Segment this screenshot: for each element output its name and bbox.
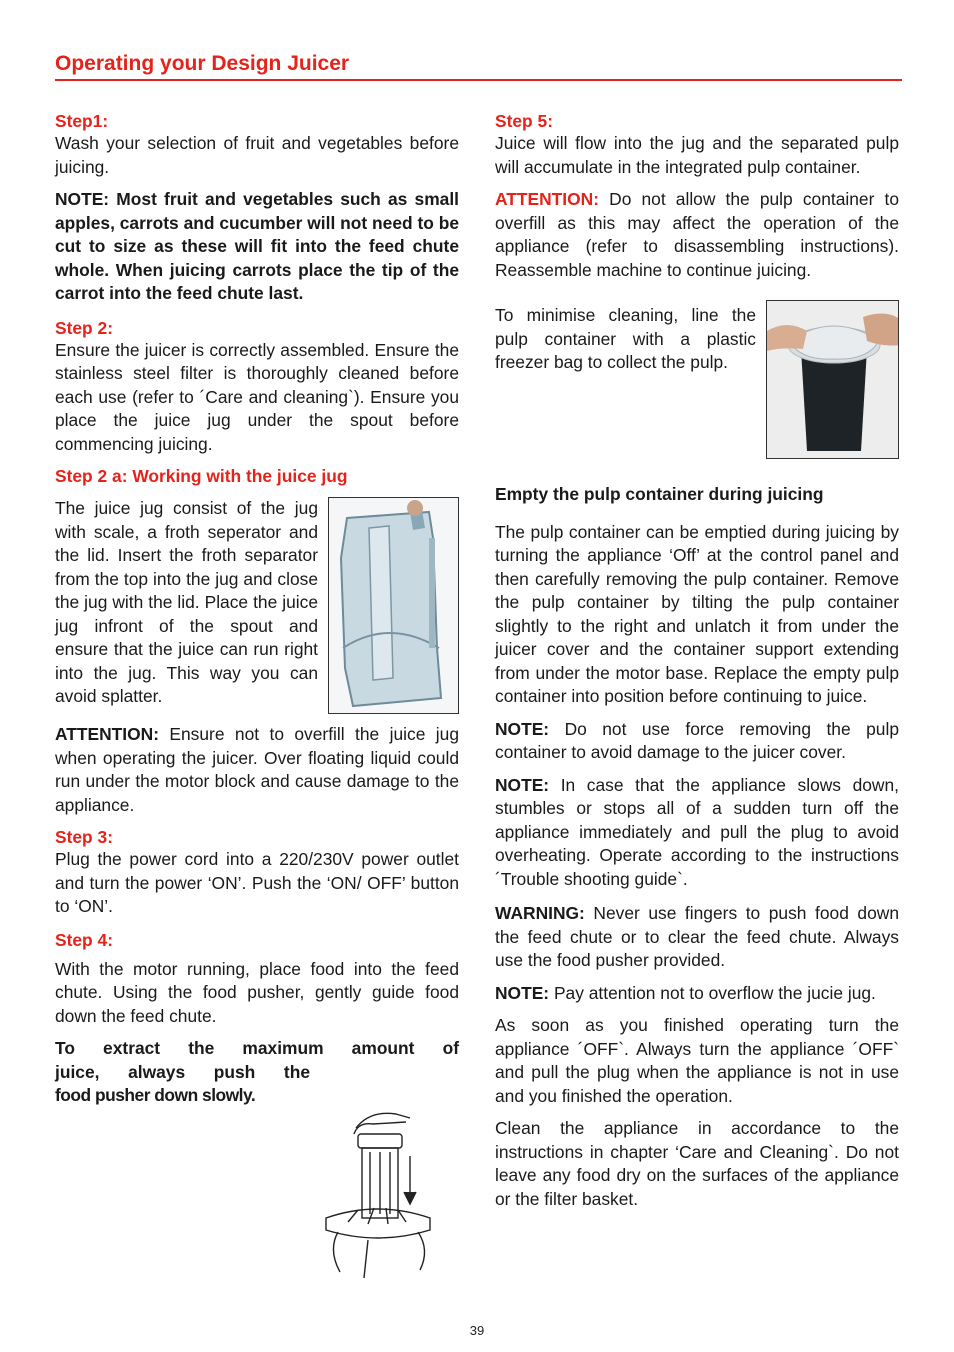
- empty-pulp-heading: Empty the pulp container during juicing: [495, 484, 824, 504]
- step5-text: Juice will flow into the jug and the separated pulp will accumulate in the integrated pulp container.: [495, 133, 899, 177]
- step4-heading: Step 4:: [55, 929, 113, 950]
- step2-heading: Step 2:: [55, 317, 113, 338]
- step4-text: With the motor running, place food into the feed chute. Using the food pusher, gently guide food down the feed chute.: [55, 958, 459, 1026]
- empty-pulp-text: The pulp container can be emptied during juicing by turning the appliance ‘Off’ at the control panel and then carefully removing the pulp container. Remove the pulp container by tilting the pulp container slightly to the right and unlatch it from under the juicer cover and the container support extending from under the motor base. Replace the empty pulp container into position before continuing to juice.: [495, 521, 899, 706]
- extract-line-2: juice, always push the: [55, 1061, 310, 1082]
- extract-line-1: To extract the maximum amount of: [55, 1038, 459, 1058]
- note-whole-fruit: NOTE: Most fruit and vegetables such as small apples, carrots and cucumber will not need to be cut to size as these will fit into the feed chute whole. When juicing carrots place the tip of the carrot into the feed chute last.: [55, 189, 459, 303]
- note-no-force: [495, 718, 899, 765]
- attention-text: Ensure not to overfill the juice jug when operating the juicer. Over floating liquid could run under the motor block and cause damage to the appliance.: [55, 724, 459, 815]
- page-title: Operating your Design Juicer: [55, 52, 350, 75]
- step1-heading: Step1:: [55, 111, 109, 131]
- note-slows-down: [495, 774, 899, 892]
- step2a-heading: Step 2 a: Working with the juice jug: [55, 466, 348, 486]
- pulp-container-bag-photo: [766, 300, 899, 459]
- note-overflow: [495, 982, 899, 1006]
- note1-label: NOTE:: [495, 718, 550, 739]
- attention-label: ATTENTION:: [55, 724, 160, 744]
- freezer-bag-section: [495, 304, 899, 459]
- step3-heading: Step 3:: [55, 827, 113, 847]
- attention-text-right: Do not allow the pulp container to overfill as this may affect the operation of the appliance (refer to disassembling instructions). Reassemble machine to continue juicing.: [495, 189, 899, 280]
- food-pusher-illustration: [318, 1100, 438, 1280]
- step2-text: Ensure the juicer is correctly assembled. Ensure the stainless steel filter is thoroughly cleaned before each use (refer to ´Care and cleaning`). Ensure you place the juice jug under the spout before commencing juicing.: [55, 339, 459, 454]
- extract-line-3: food pusher down slowly.: [55, 1085, 256, 1105]
- note2-label: NOTE:: [495, 774, 550, 795]
- note3-text: Pay attention not to overflow the jucie jug.: [549, 982, 876, 1003]
- title-rule: [55, 79, 902, 81]
- step1-text: Wash your selection of fruit and vegetables before juicing.: [55, 133, 459, 177]
- step3-text: Plug the power cord into a 220/230V power outlet and turn the power ‘ON’. Push the ‘ON/ OFF’ button to ‘ON’.: [55, 849, 459, 916]
- attention-overfill: [55, 723, 459, 817]
- step5-heading: Step 5:: [495, 111, 553, 131]
- step2a-text: The juice jug consist of the jug with scale, a froth seperator and the lid. Insert the froth separator from the top into the jug and close the jug with the lid. Place the juice jug infront of the spout and ensure that the juice can run right into the jug. This way you can avoid splatter.: [55, 498, 318, 706]
- note2-text: In case that the appliance slows down, stumbles or stops all of a sudden turn off the appliance immediately and pull the plug to avoid overheating. Operate according to the instructions ´Trouble shooting guide`.: [495, 774, 899, 889]
- warning-label: WARNING:: [495, 903, 585, 923]
- page-number: 39: [469, 1323, 485, 1338]
- warning-fingers: [495, 902, 899, 973]
- warning-text: Never use fingers to push food down the feed chute or to clear the feed chute. Always use the food pusher provided.: [495, 903, 899, 970]
- note1-text: Do not use force removing the pulp container to avoid damage to the juicer cover.: [495, 718, 899, 762]
- right-column: [495, 110, 899, 1211]
- attention-label-right: ATTENTION:: [495, 189, 600, 209]
- attention-pulp-overfill: [495, 188, 899, 282]
- finish-operation-text: As soon as you finished operating turn the appliance ´OFF`. Always turn the appliance ´OFF` and pull the plug when the appliance is not in use and you finished the operation.: [495, 1015, 899, 1106]
- minimise-cleaning-text: To minimise cleaning, line the pulp container with a plastic freezer bag to collect the pulp.: [495, 305, 756, 372]
- juice-jug-photo: [328, 497, 459, 714]
- left-column: [55, 110, 459, 1108]
- note3-label: NOTE:: [495, 982, 550, 1003]
- juice-jug-section: [55, 497, 459, 714]
- clean-appliance-text: Clean the appliance in accordance to the instructions in chapter ‘Care and Cleaning`. Do not leave any food dry on the surfaces of the appliance or the filter basket.: [495, 1118, 899, 1209]
